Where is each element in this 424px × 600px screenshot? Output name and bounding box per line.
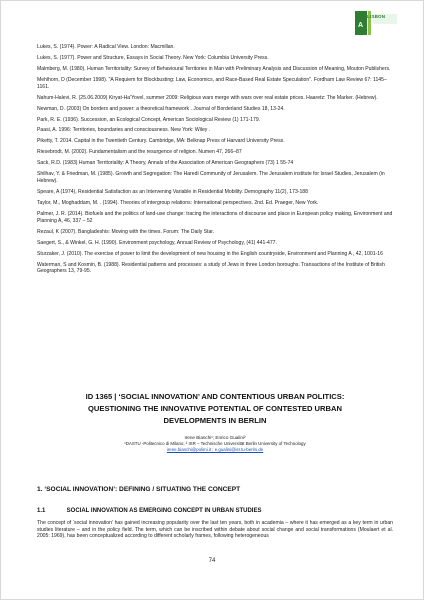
- paper-title: [37, 391, 393, 427]
- subsection-heading: [37, 508, 393, 514]
- paper-affiliations: ¹DASTU -Politecnico di Milano; ² ISR – Technische Universität Berlin University of Technology: [124, 441, 306, 446]
- reference-entry: Park, R. E. (1936). Succession, an Ecological Concept, American Sociological Review (1) 171-179.: [37, 116, 261, 123]
- reference-entry: Saegert, S., & Winkel, G. H. (1990). Environment psychology, Annual Review of Psychology, (41) 441-477.: [37, 239, 277, 246]
- paper-title-line: DEVELOPMENTS IN BERLIN: [163, 416, 267, 425]
- reference-entry: Malmberg, M. (1980). Human Territoriality: Survey of Behavioural Territories in Man with Preliminary Analysis and Discussion of Meaning, Mouton Publishers.: [37, 65, 391, 72]
- page-number: 74: [208, 558, 216, 564]
- reference-entry: Taylor, M., Moghaddam, M. . (1994). Theories of intergroup relations: International perspectives. 2nd. Ed. Praeger, New York.: [37, 199, 319, 206]
- body-paragraph: The concept of ‘social innovation’ has gained increasing popularity over the last ten years, both in academia – where it has emerged as a key term in urban studies literature – and in the policy field. The term, which can be inscribed within debate about social change and social transformations (Moulaert et al. 2005: 1969), has been conceptualized according to different scholarly frames, following heterogeneous: [37, 520, 393, 540]
- paper-title-line: ID 1365 | ‘SOCIAL INNOVATION’ AND CONTENTIOUS URBAN POLITICS:: [85, 392, 345, 401]
- logo-text: LISBON: [367, 14, 386, 19]
- svg-text:A: A: [358, 22, 364, 29]
- reference-entry: Sturzaker, J. (2010). The exercise of power to limit the development of new housing in the English countryside, Environment and Planning A , 42, 1001-16: [37, 250, 383, 257]
- section-heading: 1. ‘SOCIAL INNOVATION’: DEFINING / SITUATING THE CONCEPT: [37, 486, 241, 493]
- paper-title-line: QUESTIONING THE INNOVATIVE POTENTIAL OF CONTESTED URBAN: [88, 404, 342, 413]
- reference-entry: Shilhav, Y. & Friedman, M. (1985). Growth and Segregation: The Haredi Community of Jerusalem. The Jerusalem institute for Israel Studies, Jerusalem (in Hebrew).: [37, 171, 385, 185]
- reference-entry: Piketty, T. 2014. Capital in the Twentieth Century. Cambridge, MA: Belknap Press of Harvard University Press.: [37, 138, 285, 145]
- reference-list: [37, 44, 395, 279]
- paper-authors: Irene Bianchi¹; Enrico Gualini²: [184, 435, 246, 440]
- reference-entry: Newman, D. (2003) On borders and power: a theoretical framework . Journal of Borderland Studies 18, 13-24.: [37, 105, 285, 112]
- reference-entry: Nahum-Halevi, R. (25.06.2009) Kiryat-Ha'Yovel, summer 2009: Religious wars merge with wars over real estate prices. Haaretz: The Marker. (Hebrew).: [37, 94, 378, 101]
- reference-entry: Palmer, J. R. (2014). Biofuels and the politics of land-use change: tracing the interactions of discourse and place in European policy making, Environment and Planning A, 46, 337 – 52: [37, 210, 393, 224]
- reference-entry: Mehlhorn, D (December 1998). "A Requiem for Blockbusting: Law, Economics, and Race-Based Real Estate Speculation". Fordham Law Review 67: 1145–1161.: [37, 76, 387, 90]
- reference-entry: Lukes, S. (1974). Power: A Radical View. London: Macmillan.: [37, 44, 175, 50]
- reference-entry: Waterman, S and Kosmin, B. (1988). Residential patterns and processes: a study of Jews in three London boroughs. Transactions of the Institute of British Geographers 13, 79-95.: [37, 261, 385, 275]
- subsection-title: SOCIAL INNOVATION AS EMERGING CONCEPT IN URBAN STUDIES: [66, 508, 262, 514]
- author-emails-link[interactable]: irene.bianchi@polimi.it ; e.gualini@isr.tu-berlin.de: [166, 447, 264, 452]
- reference-entry: Paasi, A. 1996: Territories, boundaries and consciousness. New York: Wiley .: [37, 127, 211, 134]
- reference-entry: Speare, A (1974), Residential Satisfaction as an Intervening Variable in Residential Mobility. Demography 11(2), 173-188: [37, 189, 308, 195]
- reference-entry: Rezaul, K (2007). Bangladeshis: Moving with the times. Forum: The Daily Star.: [37, 228, 215, 235]
- reference-entry: Lukes, S. (1977). Power and Structure, Essays in Social Theory. New York: Columbia University Press.: [37, 54, 269, 61]
- reference-entry: Riesebrodt, M. (2002). Fundamentalism and the resurgence of religion. Numen 47, 266–87: [37, 149, 242, 156]
- reference-entry: Sack, R.D. (1983) Human Territoriality: A Theory, Annals of the Association of American Geographers (73) 1 55-74: [37, 160, 294, 167]
- subsection-number: 1.1: [37, 508, 46, 514]
